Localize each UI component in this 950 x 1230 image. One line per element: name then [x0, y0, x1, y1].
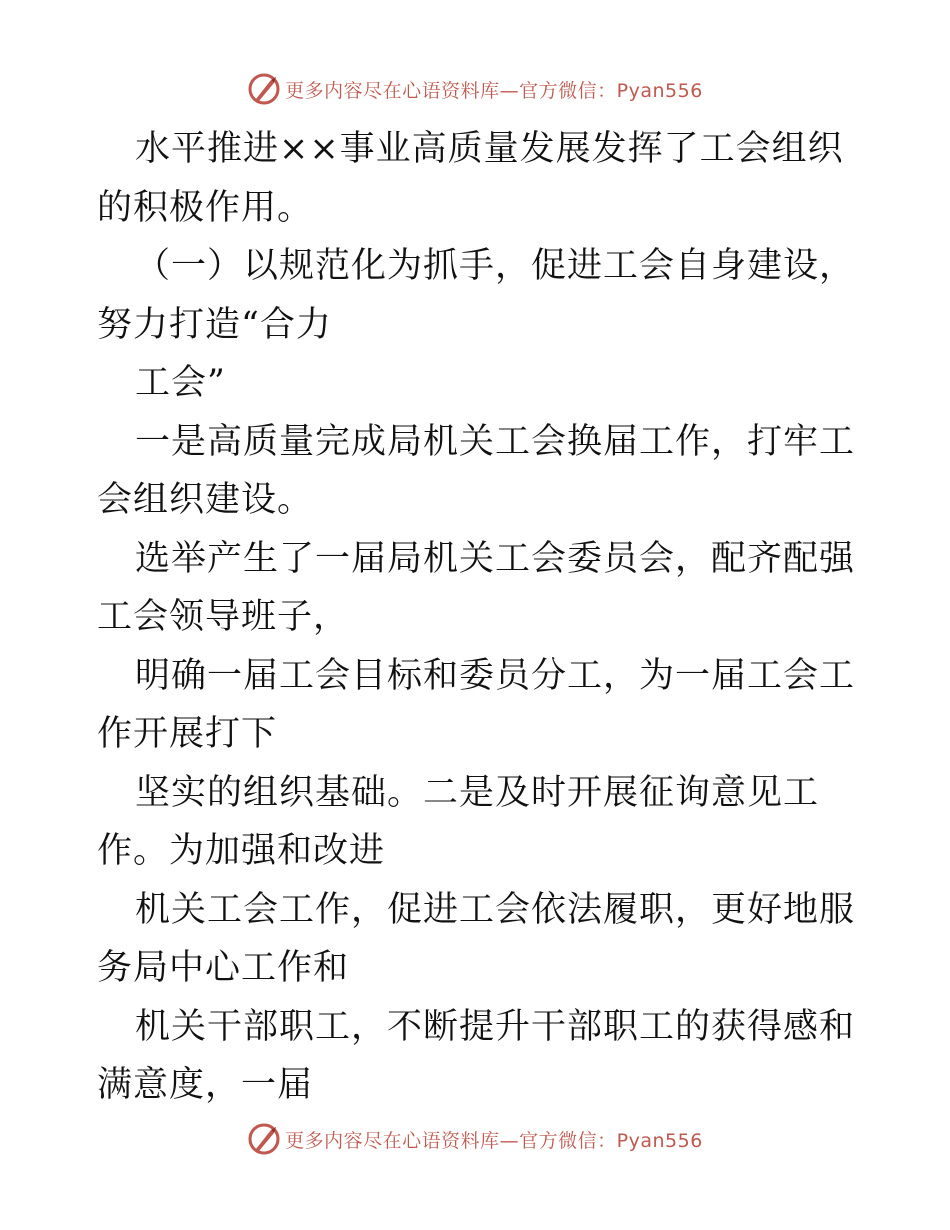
- paragraph: 坚实的组织基础。二是及时开展征询意见工作。为加强和改进: [97, 772, 820, 871]
- paragraph: 选举产生了一届局机关工会委员会，配齐配强工会领导班子，: [97, 538, 856, 637]
- paragraph: 水平推进××事业高质量发展发挥了工会组织的积极作用。: [97, 129, 844, 228]
- paragraph: 明确一届工会目标和委员分工，为一届工会工作开展打下: [97, 655, 856, 754]
- paragraph: 一是高质量完成局机关工会换届工作，打牢工会组织建设。: [97, 421, 856, 520]
- quill-pen-logo-icon: [247, 1122, 281, 1156]
- document-body: [97, 120, 857, 1115]
- paragraph: 机关工会工作，促进工会依法履职，更好地服务局中心工作和: [97, 889, 856, 988]
- paragraph: （一）以规范化为抓手，促进工会自身建设，努力打造“合力: [97, 246, 856, 345]
- header-banner: [0, 72, 950, 106]
- quill-pen-logo-icon: [247, 72, 281, 106]
- footer-banner: [0, 1122, 950, 1156]
- paragraph: 工会”: [135, 363, 226, 403]
- footer-banner-text: 更多内容尽在心语资料库—官方微信：Pyan556: [285, 1129, 703, 1152]
- paragraph: 机关干部职工，不断提升干部职工的获得感和满意度，一届: [97, 1006, 856, 1105]
- header-banner-text: 更多内容尽在心语资料库—官方微信：Pyan556: [285, 79, 703, 102]
